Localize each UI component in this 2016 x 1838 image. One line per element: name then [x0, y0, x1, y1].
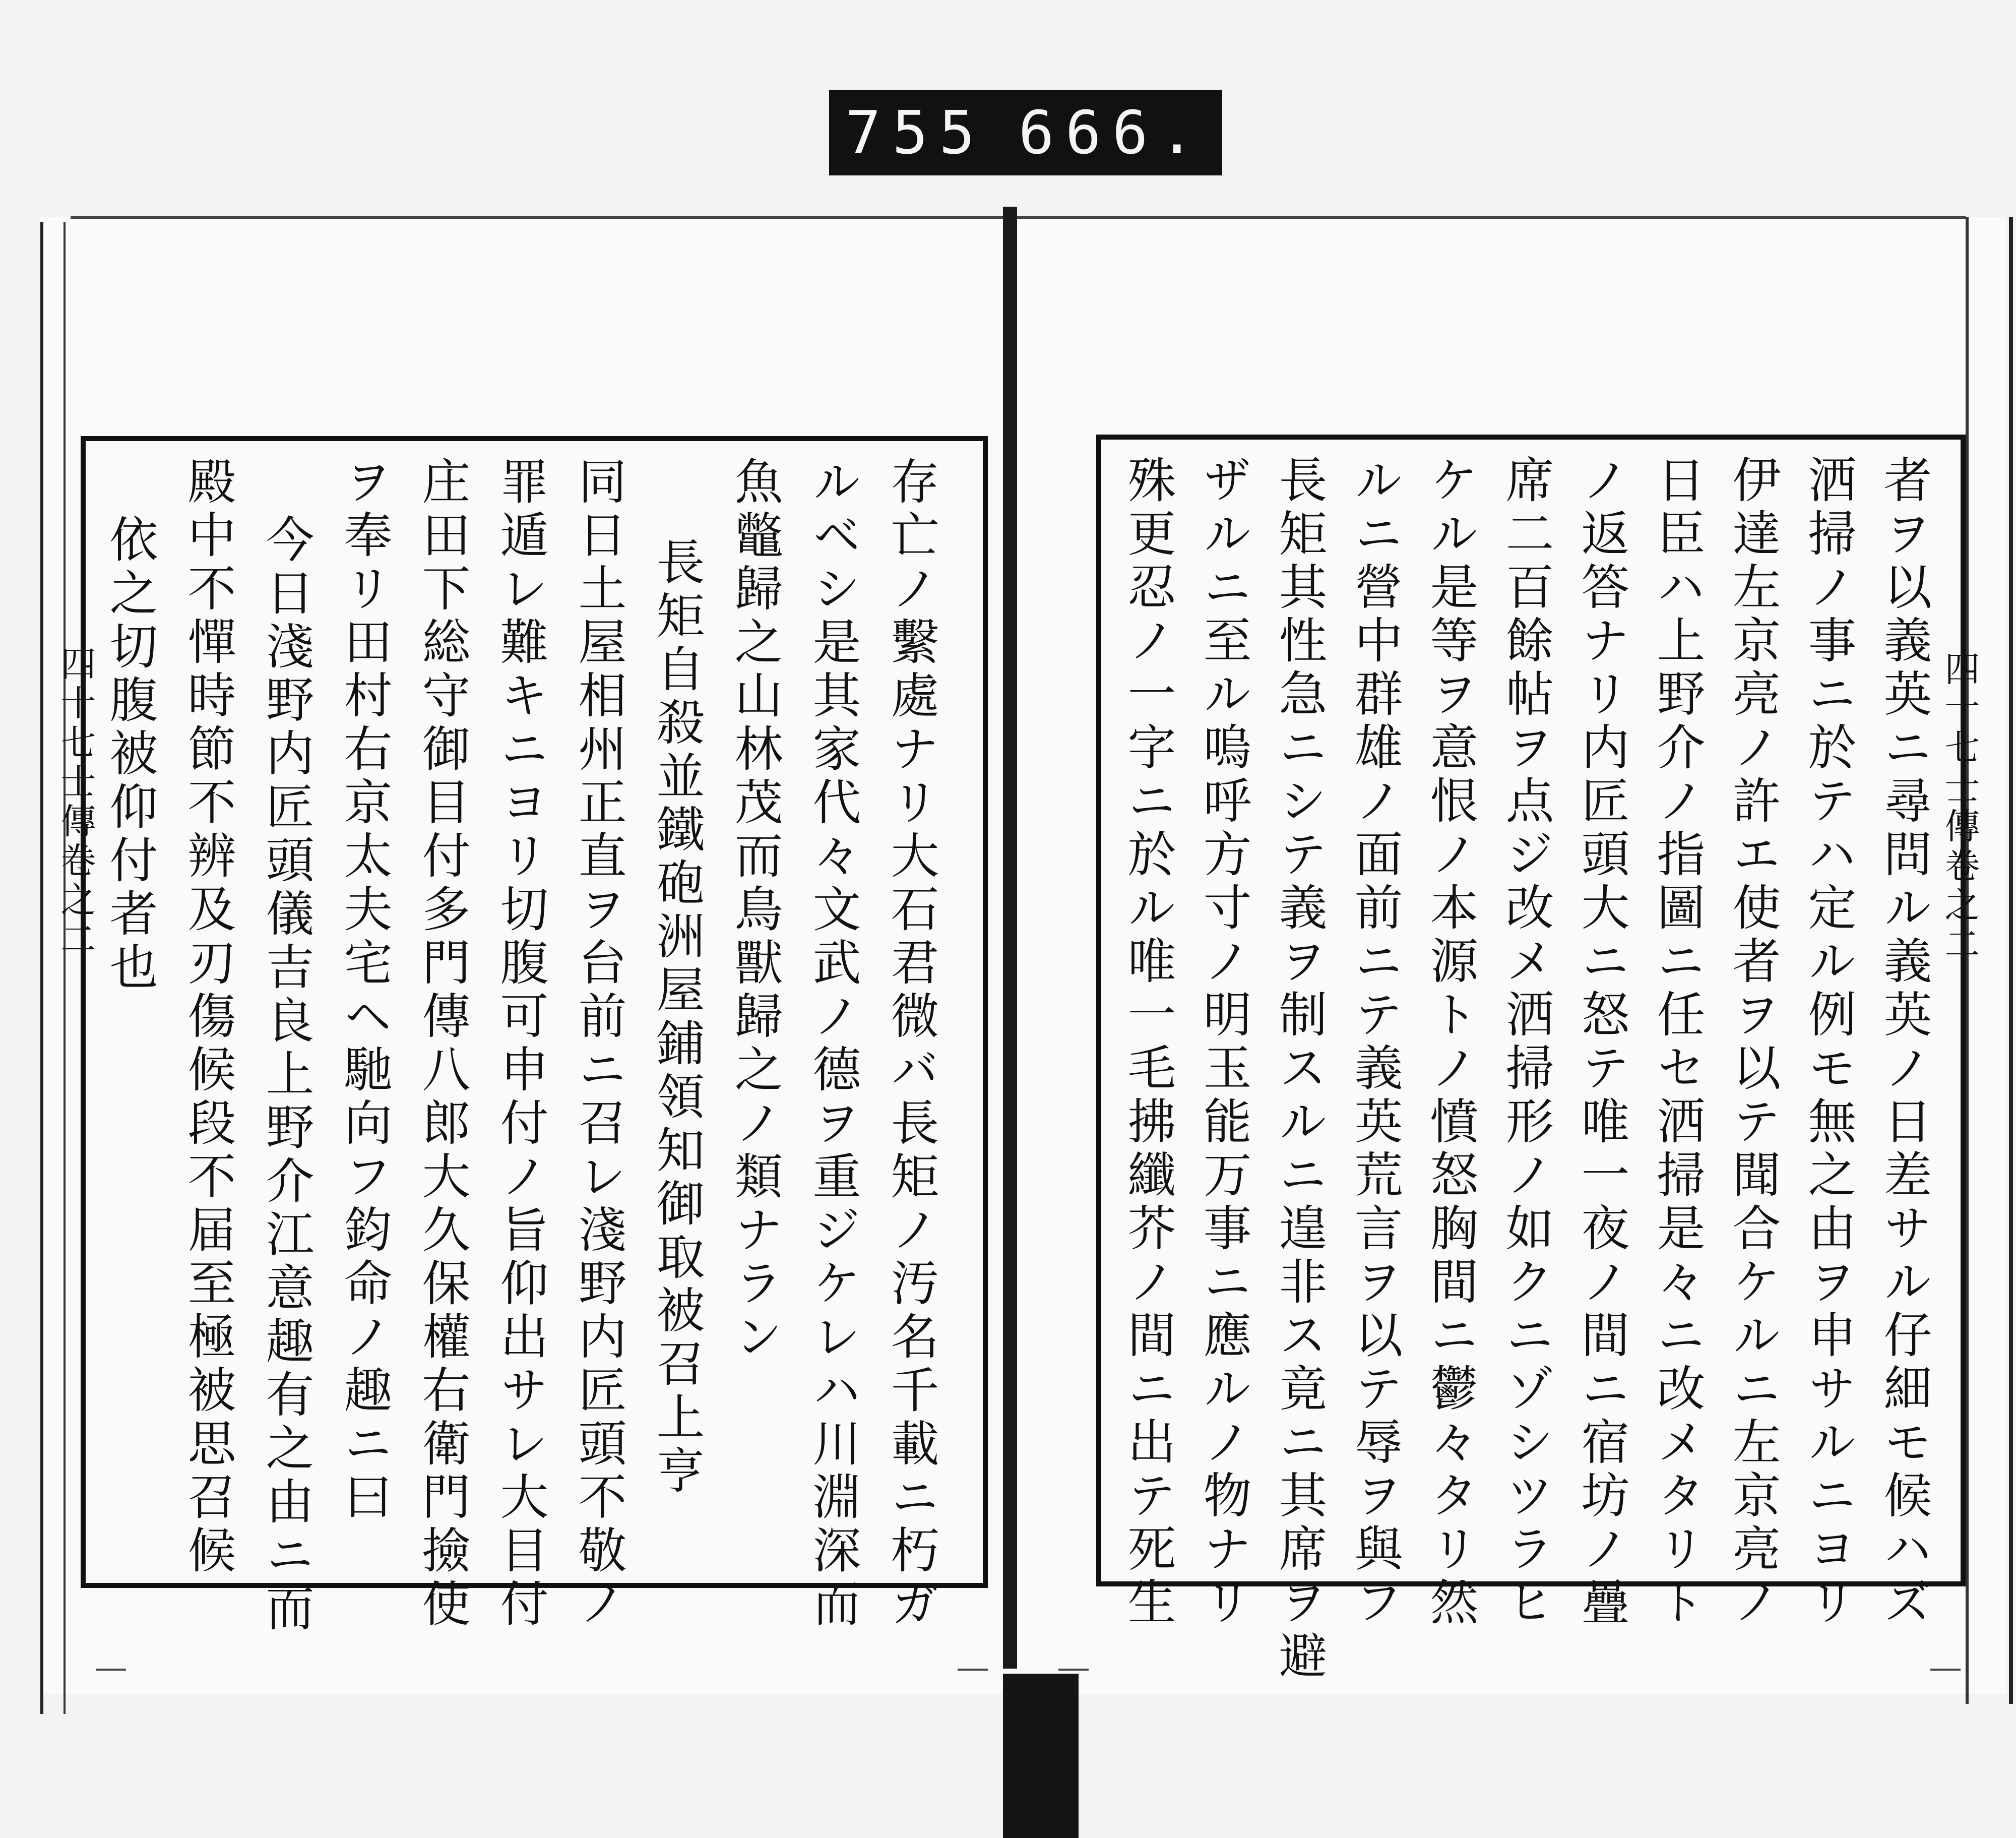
text-column: 罪遁レ難キニヨリ切腹可申付ノ旨仰出サレ大目付: [492, 456, 549, 1632]
text-column: ヲ奉リ田村右京太夫宅ヘ馳向フ鈞命ノ趣ニ曰: [336, 456, 393, 1525]
page-bottom-mark: [958, 1669, 988, 1671]
text-column: 庄田下総守御目付多門傳八郎大久保權右衛門撿使: [414, 456, 471, 1632]
left-page-side-title: 四十七士傳卷之二: [55, 645, 96, 960]
text-column: 席二百餘帖ヲ点ジ改メ洒掃形ノ如クニゾシツラヒ: [1498, 455, 1554, 1630]
left-book-edge: [40, 222, 66, 1714]
gutter-tab: [1003, 1674, 1079, 1838]
text-column: 洒掃ノ事ニ於テハ定ル例モ無之由ヲ申サルニヨリ: [1800, 455, 1857, 1630]
text-column: 存亡ノ繫處ナリ大石君微バ長矩ノ汚名千載ニ朽ガ: [883, 456, 939, 1632]
label-left-number: 755: [845, 98, 986, 167]
right-page-side-title: 四十七士傳卷之二: [1939, 650, 1980, 965]
page-bottom-mark: [1930, 1669, 1961, 1671]
text-column: 今日淺野内匠頭儀吉良上野介江意趣有之由ニ而: [258, 514, 314, 1636]
right-page-text-frame: [1096, 435, 1966, 1684]
catalog-number-label: [829, 90, 1222, 175]
text-column: 依之切腹被仰付者也: [102, 514, 158, 995]
text-column: 同日土屋相州正直ヲ台前ニ召レ淺野内匠頭不敬ノ: [571, 456, 627, 1632]
label-right-number: 666.: [1018, 98, 1206, 167]
text-column: 殊更忍ノ一字ニ於ル唯一毛拂纖芥ノ間ニ出テ死生: [1120, 455, 1176, 1630]
page-bottom-mark: [96, 1669, 126, 1671]
text-column: 殿中不憚時節不辨及刃傷候段不届至極被思召候: [180, 456, 236, 1578]
text-column: ケル是等ヲ意恨ノ本源トノ憤怒胸間ニ鬱々タリ然: [1422, 455, 1479, 1630]
text-column: 者ヲ以義英ニ尋問ル義英ノ日差サル仔細モ候ハズ: [1876, 455, 1932, 1630]
left-page-text-frame: [81, 436, 988, 1636]
text-column: 日臣ハ上野介ノ指圖ニ任セ洒掃是々ニ改メタリト: [1649, 455, 1706, 1630]
text-column: 魚鼈歸之山林茂而鳥獸歸之ノ類ナラン: [727, 456, 783, 1365]
text-column: 長矩自殺並鐵砲洲屋鋪領知御取被召上亨: [649, 537, 705, 1499]
book-gutter: [1003, 207, 1017, 1669]
text-column: 長矩其性急ニシテ義ヲ制スルニ遑非ス竟ニ其席ヲ避: [1271, 455, 1328, 1684]
text-column: ルベシ是其家代々文武ノ德ヲ重ジケレハ川淵深而: [805, 456, 861, 1632]
page-bottom-mark: [1058, 1669, 1089, 1671]
text-column: ザルニ至ル嗚呼方寸ノ明玉能万事ニ應ルノ物ナリ: [1195, 455, 1252, 1630]
text-column: 伊達左京亮ノ許エ使者ヲ以テ聞合ケルニ左京亮ノ: [1725, 455, 1781, 1630]
page-top-edge: [71, 216, 1966, 219]
text-column: ノ返答ナリ内匠頭大ニ怒テ唯一夜ノ間ニ宿坊ノ疊: [1573, 455, 1630, 1630]
text-column: ルニ營中群雄ノ面前ニテ義英荒言ヲ以テ辱ヲ與フ: [1347, 455, 1403, 1630]
